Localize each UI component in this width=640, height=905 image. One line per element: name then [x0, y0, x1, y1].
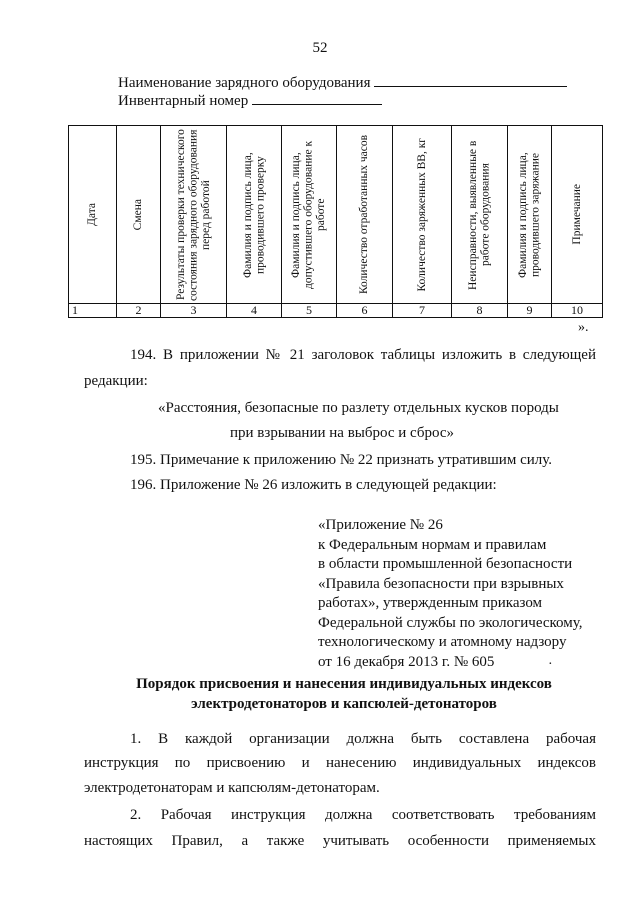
column-number: 5: [282, 304, 337, 318]
table-header-row: [69, 126, 603, 304]
closing-quote: ».: [578, 320, 589, 335]
header-date: Дата: [86, 203, 99, 226]
header-cell: [552, 126, 603, 304]
appendix-header-line: «Правила безопасности при взрывных: [318, 575, 564, 592]
paragraph-2-line1: 2. Рабочая инструкция должна соответствовать требованиям: [130, 807, 596, 823]
column-number: 10: [552, 304, 603, 318]
column-number: 1: [69, 304, 117, 318]
page-number: 52: [312, 40, 328, 56]
charging-log-table: [68, 125, 603, 318]
table-title-quote-line1: «Расстояния, безопасные по разлету отдельных кусков породы: [158, 400, 559, 416]
appendix-header-block: [318, 516, 583, 672]
header-cell: [69, 126, 117, 304]
appendix-header-line: в области промышленной безопасности: [318, 556, 573, 572]
equipment-name-label: Наименование зарядного оборудования: [118, 75, 371, 91]
appendix-header-line: от 16 декабря 2013 г. № 605: [318, 653, 495, 670]
header-hours: Количество отработанных часов: [358, 134, 371, 295]
inventory-number-line: [118, 91, 382, 110]
paragraph-1-line2: инструкция по присвоению и нанесению индивидуальных индексов: [84, 755, 596, 771]
table-title-quote-line2: при взрывании на выброс и сброс»: [230, 425, 455, 441]
header-cell: [452, 126, 508, 304]
item-194-line2: редакции:: [84, 373, 148, 389]
header-cell: [161, 126, 227, 304]
paragraph-1-line3: электродетонаторам и капсюлям-детонаторам.: [84, 780, 380, 796]
appendix-header-line: «Приложение № 26: [318, 517, 443, 533]
section-title: [70, 674, 618, 714]
header-cell: [337, 126, 393, 304]
appendix-header-line: технологическому и атомному надзору: [318, 634, 567, 650]
header-cell: [227, 126, 282, 304]
appendix-header-line: к Федеральным нормам и правилам: [318, 536, 547, 553]
item-194-line1: 194. В приложении № 21 заголовок таблицы изложить в следующей: [130, 347, 596, 363]
inventory-number-label: Инвентарный номер: [118, 93, 249, 109]
column-number: 7: [393, 304, 452, 318]
column-number: 3: [161, 304, 227, 318]
header-cell: [117, 126, 161, 304]
header-cell: [508, 126, 552, 304]
appendix-header-line: работах», утвержденным приказом: [318, 595, 543, 611]
header-check-results: Результаты проверки технического состояния зарядного оборудования перед работой: [174, 128, 212, 301]
header-explosives-kg: Количество заряженных ВВ, кг: [415, 137, 428, 292]
header-cell: [393, 126, 452, 304]
header-shift: Смена: [132, 198, 145, 231]
header-inspector: Фамилия и подпись лица, проводившего проверку: [241, 151, 266, 278]
item-195: 195. Примечание к приложению № 22 признать утратившим силу.: [130, 452, 552, 468]
column-number: 9: [508, 304, 552, 318]
header-note: Примечание: [570, 184, 583, 245]
table-number-row: [69, 304, 603, 318]
item-196: 196. Приложение № 26 изложить в следующей редакции:: [130, 477, 497, 493]
column-number: 2: [117, 304, 161, 318]
section-title-line2: электродетонаторов и капсюлей-детонаторов: [191, 696, 497, 712]
header-cell: [282, 126, 337, 304]
section-title-line1: Порядок присвоения и нанесения индивидуальных индексов: [136, 676, 552, 692]
header-charger: Фамилия и подпись лица, проводившего заряжание: [517, 151, 542, 278]
stray-dot-mark: ·: [548, 657, 553, 672]
equipment-name-line: [118, 73, 567, 92]
header-faults: Неисправности, выявленные в работе оборудования: [467, 139, 492, 290]
column-number: 8: [452, 304, 508, 318]
paragraph-2-line2: настоящих Правил, а также учитывать особенности применяемых: [84, 833, 596, 849]
column-number: 6: [337, 304, 393, 318]
paragraph-1-line1: 1. В каждой организации должна быть составлена рабочая: [130, 731, 596, 747]
appendix-header-line: Федеральной службы по экологическому,: [318, 614, 583, 631]
inventory-number-blank: [252, 91, 382, 105]
header-approver: Фамилия и подпись лица, допустившего оборудование к работе: [290, 140, 328, 289]
column-number: 4: [227, 304, 282, 318]
equipment-name-blank: [374, 73, 567, 87]
